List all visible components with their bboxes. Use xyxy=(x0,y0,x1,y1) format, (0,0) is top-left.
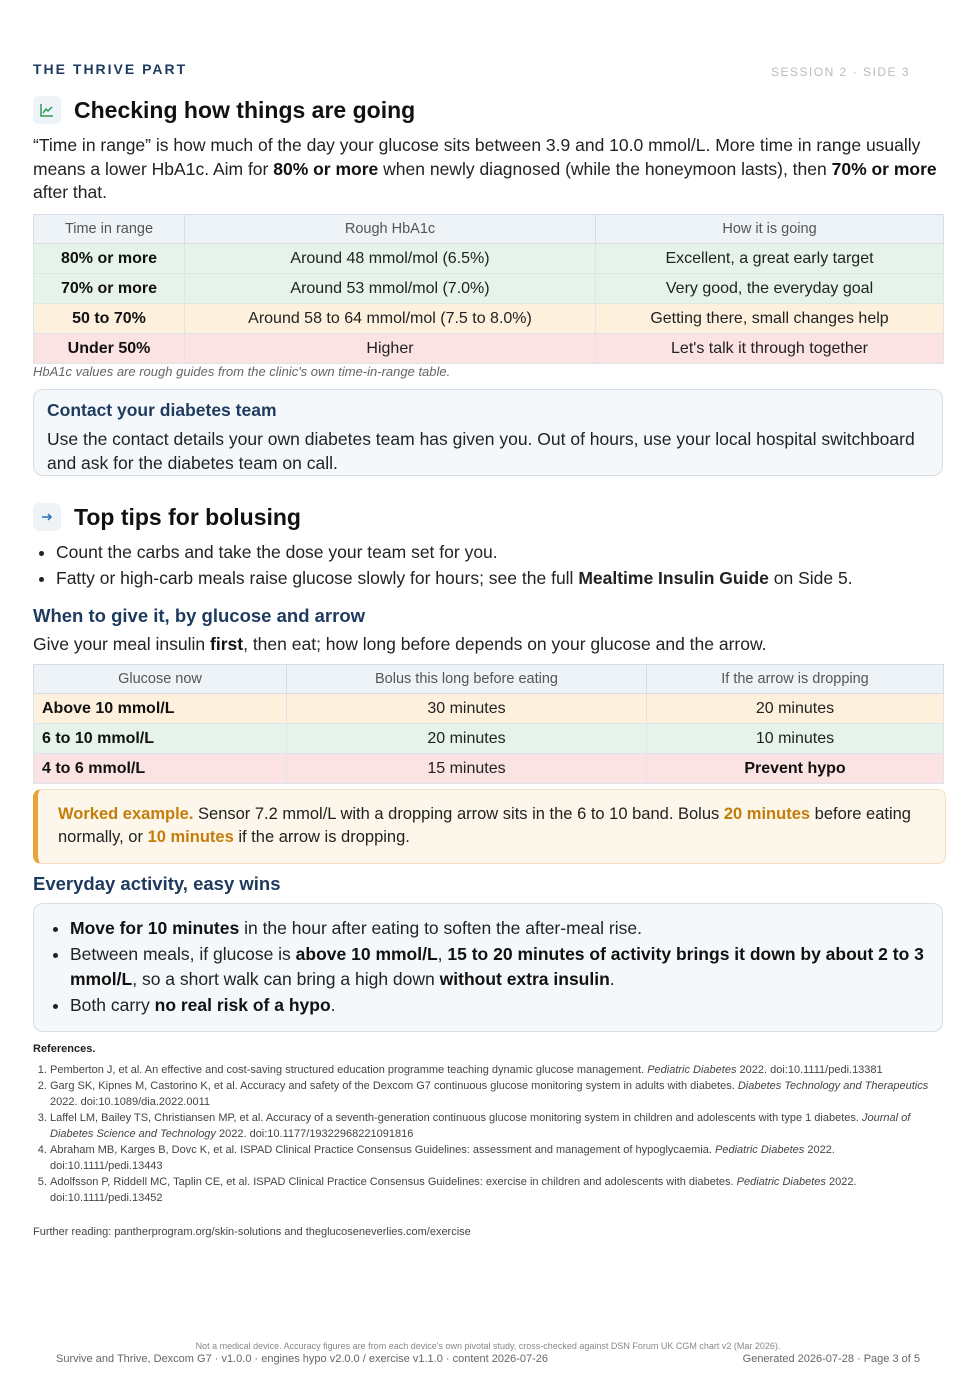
session-label: SESSION 2 · SIDE 3 xyxy=(770,65,910,79)
table-cell: Getting there, small changes help xyxy=(596,304,944,334)
chart-icon xyxy=(33,96,61,124)
table-cell: 10 minutes xyxy=(647,724,944,754)
reference-item: 5. Adolfsson P, Riddell MC, Taplin CE, et al. ISPAD Clinical Practice Consensus Guidelines: exercise in children and adolescents with diabetes. Pediatric Diabetes 2022. doi:10.1111/pedi.13452 xyxy=(50,1174,945,1206)
table-row xyxy=(34,694,944,724)
table-header: If the arrow is dropping xyxy=(647,665,944,694)
reference-item: 1. Pemberton J, et al. An effective and cost-saving structured education programme teaching dynamic glucose management. Pediatric Diabetes 2022. doi:10.1111/pedi.13381 xyxy=(50,1062,945,1078)
time-in-range-table xyxy=(33,214,944,364)
table-cell: 80% or more xyxy=(34,244,185,274)
table-cell: Around 58 to 64 mmol/mol (7.5 to 8.0%) xyxy=(185,304,596,334)
table-cell: Higher xyxy=(185,334,596,364)
arrow-right-icon xyxy=(33,503,61,531)
worked-example-callout: Worked example. Sensor 7.2 mmol/L with a dropping arrow sits in the 6 to 10 band. Bolus 20 minutes before eating normally, or 10 minutes if the arrow is dropping. xyxy=(33,789,946,864)
table-row xyxy=(34,334,944,364)
table-cell: Excellent, a great early target xyxy=(596,244,944,274)
table-header: Glucose now xyxy=(34,665,287,694)
table-cell: Very good, the everyday goal xyxy=(596,274,944,304)
table-caption: HbA1c values are rough guides from the clinic's own time-in-range table. xyxy=(33,364,451,379)
activity-box xyxy=(33,903,943,1032)
table-header: Rough HbA1c xyxy=(185,215,596,244)
reference-item: 4. Abraham MB, Karges B, Dovc K, et al. ISPAD Clinical Practice Consensus Guidelines: assessment and management of hypoglycaemia. Pediatric Diabetes 2022. doi:10.1111/pedi.13443 xyxy=(50,1142,945,1174)
footer-page-info: Generated 2026-07-28 · Page 3 of 5 xyxy=(742,1353,920,1365)
references-title: References. xyxy=(33,1043,96,1055)
further-reading: Further reading: pantherprogram.org/skin-solutions and theglucoseneverlies.com/exercise xyxy=(33,1226,471,1238)
table-cell: Prevent hypo xyxy=(647,754,944,784)
table-cell: 6 to 10 mmol/L xyxy=(34,724,287,754)
table-cell: Around 53 mmol/mol (7.0%) xyxy=(185,274,596,304)
table-row xyxy=(34,304,944,334)
table-cell: 20 minutes xyxy=(287,724,647,754)
table-cell: 70% or more xyxy=(34,274,185,304)
contact-body: Use the contact details your own diabetes team has given you. Out of hours, use your local hospital switchboard and ask for the diabetes team on call. xyxy=(47,429,915,473)
reference-item: 3. Laffel LM, Bailey TS, Christiansen MP, et al. Accuracy of a seventh-generation continuous glucose monitoring system in children and adolescents with type 1 diabetes. Journal of Diabetes Science and Technology 2022. doi:10.1177/19322968221091816 xyxy=(50,1110,945,1142)
list-item: • Move for 10 minutes in the hour after eating to soften the after-meal rise. xyxy=(70,916,932,942)
bolus-tips-list xyxy=(33,539,966,591)
table-cell: Above 10 mmol/L xyxy=(34,694,287,724)
table-header: Time in range xyxy=(34,215,185,244)
table-row xyxy=(34,244,944,274)
contact-box xyxy=(33,389,943,476)
list-item: • Both carry no real risk of a hypo. xyxy=(70,993,932,1019)
list-item: • Between meals, if glucose is above 10 mmol/L, 15 to 20 minutes of activity brings it down by about 2 to 3 mmol/L, so a short walk can bring a high down without extra insulin. xyxy=(70,942,932,993)
table-cell: Around 48 mmol/mol (6.5%) xyxy=(185,244,596,274)
table-cell: 4 to 6 mmol/L xyxy=(34,754,287,784)
table-cell: Let's talk it through together xyxy=(596,334,944,364)
table-header: How it is going xyxy=(596,215,944,244)
table-cell: 15 minutes xyxy=(287,754,647,784)
table-cell: Under 50% xyxy=(34,334,185,364)
table-row xyxy=(34,754,944,784)
table-cell: 20 minutes xyxy=(647,694,944,724)
footer-version: Survive and Thrive, Dexcom G7 · v1.0.0 · engines hypo v2.0.0 / exercise v1.1.0 · content 2026-07-26 xyxy=(56,1353,549,1365)
table-cell: 50 to 70% xyxy=(34,304,185,334)
section-heading-checking xyxy=(33,96,415,124)
contact-title: Contact your diabetes team xyxy=(47,400,277,420)
intro-paragraph: “Time in range” is how much of the day your glucose sits between 3.9 and 10.0 mmol/L. More time in range usually means a lower HbA1c. Aim for 80% or more when newly diagnosed (while the honeymoon lasts), then 70% or more after that. xyxy=(33,135,937,202)
section-title: Top tips for bolusing xyxy=(74,503,301,530)
list-item: • Fatty or high-carb meals raise glucose slowly for hours; see the full Mealtime Insulin Guide on Side 5. xyxy=(56,565,966,591)
table-header: Bolus this long before eating xyxy=(287,665,647,694)
table-row xyxy=(34,724,944,754)
references-list xyxy=(33,1062,945,1206)
table-row xyxy=(34,274,944,304)
part-label: THE THRIVE PART xyxy=(33,61,188,77)
bolus-timing-table xyxy=(33,664,944,784)
table-cell: 30 minutes xyxy=(287,694,647,724)
section-title: Checking how things are going xyxy=(74,96,416,123)
list-item: • Count the carbs and take the dose your team set for you. xyxy=(56,539,966,565)
subsection-title-when: When to give it, by glucose and arrow xyxy=(33,605,366,626)
footer-disclaimer: Not a medical device. Accuracy figures are from each device's own pivotal study, cross-checked against DSN Forum UK CGM chart v2 (Mar 2026). xyxy=(195,1341,781,1351)
section-heading-bolusing xyxy=(33,503,301,531)
reference-item: 2. Garg SK, Kipnes M, Castorino K, et al. Accuracy and safety of the Dexcom G7 continuous glucose monitoring system in adults with diabetes. Diabetes Technology and Therapeutics 2022. doi:10.1089/dia.2022.0011 xyxy=(50,1078,945,1110)
bolus-intro-paragraph: Give your meal insulin first, then eat; how long before depends on your glucose and the arrow. xyxy=(33,634,767,654)
subsection-title-activity: Everyday activity, easy wins xyxy=(33,873,281,894)
